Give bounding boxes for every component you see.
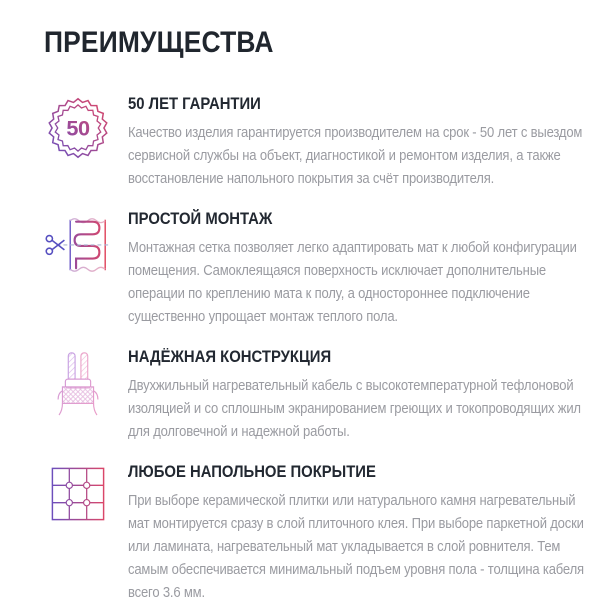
advantage-item-warranty bbox=[44, 94, 583, 191]
advantage-item-construction bbox=[44, 347, 581, 444]
advantage-heading: 50 ЛЕТ ГАРАНТИИ bbox=[128, 95, 261, 113]
advantage-body: Монтажная сетка позволяет легко адаптировать мат к любой конфигурации помещения. Самоклеящаяся поверхность исключает дополнительные операции по креплению мата к полу, а одностороннее подключение существенно упрощает монтаж теплого пола. bbox=[128, 240, 577, 325]
advantage-heading: ЛЮБОЕ НАПОЛЬНОЕ ПОКРЫТИЕ bbox=[128, 463, 376, 481]
advantage-heading: ПРОСТОЙ МОНТАЖ bbox=[128, 210, 273, 228]
advantage-body: Двухжильный нагревательный кабель с высокотемпературной тефлоновой изоляцией и со сплошным экранированием греющих и токопроводящих жил для долговечной и надежной работы. bbox=[128, 378, 581, 440]
scissors-icon bbox=[46, 236, 64, 255]
badge-number-text: 50 bbox=[66, 115, 90, 141]
tile-grid-icon bbox=[44, 462, 112, 532]
page-title: ПРЕИМУЩЕСТВА bbox=[44, 26, 274, 59]
advantage-item-installation bbox=[44, 209, 576, 329]
advantages-list bbox=[44, 94, 584, 600]
advantage-heading: НАДЁЖНАЯ КОНСТРУКЦИЯ bbox=[128, 348, 332, 366]
warranty-badge-icon bbox=[44, 94, 112, 164]
advantage-item-floor-covering bbox=[44, 462, 584, 600]
heating-mat-scissors-icon bbox=[44, 209, 112, 279]
cable-cross-section-icon bbox=[44, 347, 112, 417]
advantage-body: При выборе керамической плитки или натурального камня нагревательный мат монтируется сразу в слой плиточного клея. При выборе паркетной доски или ламината, нагревательный мат укладывается в слой ровнителя. Тем самым обеспечивается минимальный подъем уровня пола - толщина кабеля всего 3.6 мм. bbox=[128, 493, 584, 600]
advantage-body: Качество изделия гарантируется производителем на срок - 50 лет с выездом сервисной службы на объект, диагностикой и ремонтом изделия, а также восстановление напольного покрытия за счёт производителя. bbox=[128, 125, 583, 187]
